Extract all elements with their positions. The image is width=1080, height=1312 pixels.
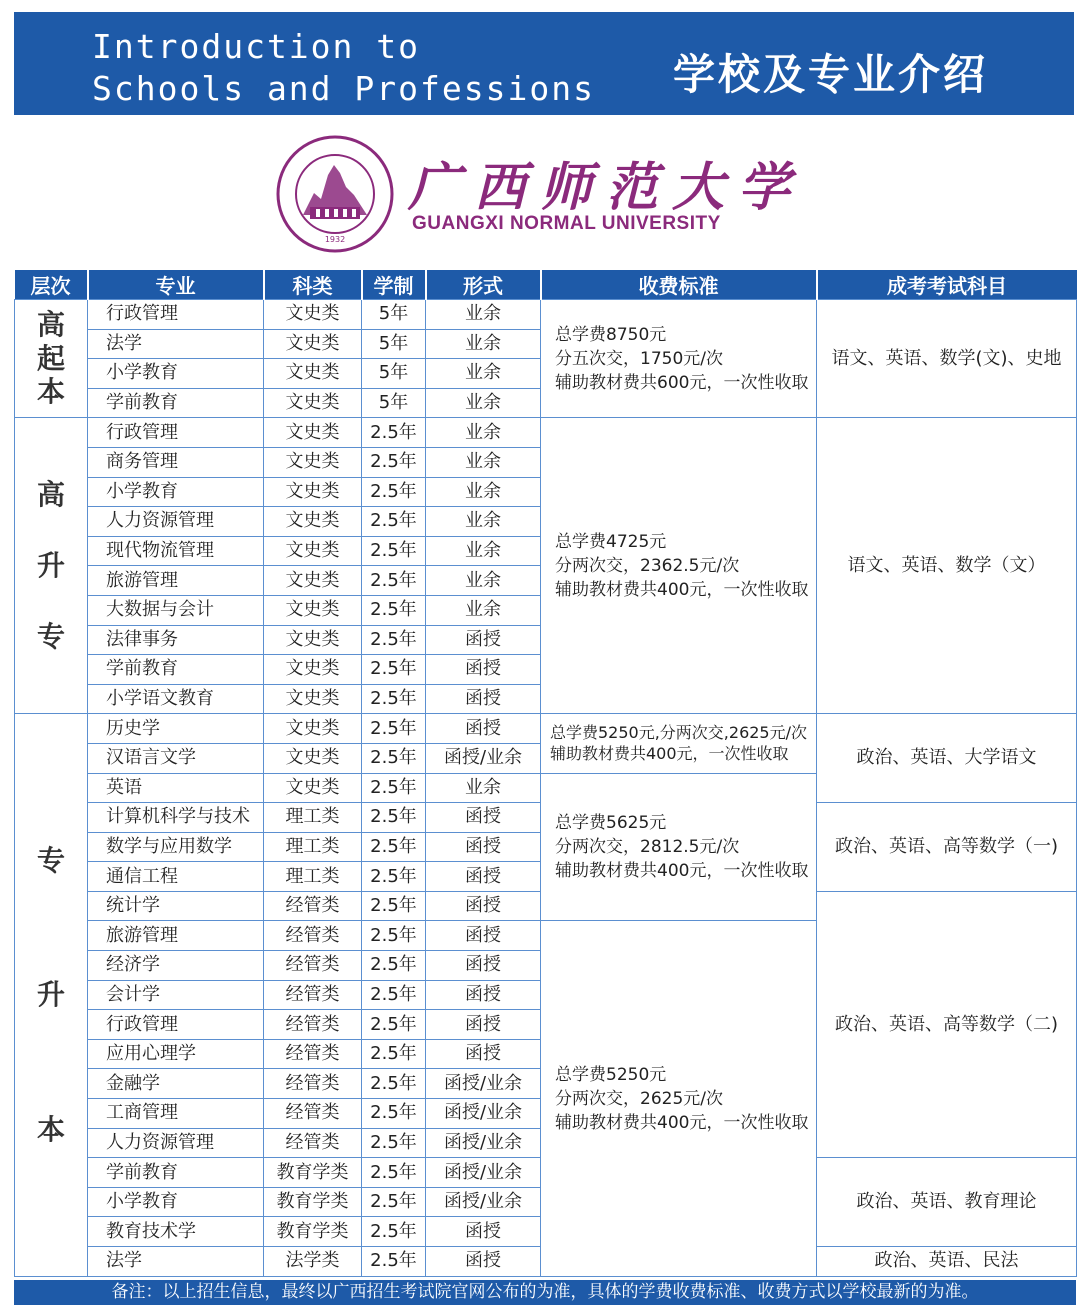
footer-note: 备注：以上招生信息，最终以广西招生考试院官网公布的为准，具体的学费收费标准、收费方式以学校最新的为准。 (14, 1280, 1076, 1305)
fee-line: 分两次交，2625元/次 (555, 1088, 723, 1109)
level-char: 高 (36, 478, 65, 512)
header-exam: 成考考试科目 (817, 270, 1077, 300)
program-table (14, 270, 1077, 1277)
category-cell: 法学类 (264, 1247, 362, 1277)
mode-cell: 函授 (426, 1247, 541, 1277)
mode-cell: 函授 (426, 1010, 541, 1040)
fee-cell (541, 773, 817, 921)
fee-line: 总学费8750元 (555, 324, 667, 345)
level-char: 高 (36, 308, 65, 342)
category-cell: 文史类 (264, 507, 362, 537)
duration-cell: 2.5年 (362, 566, 426, 596)
category-cell: 经管类 (264, 1128, 362, 1158)
university-seal-icon (276, 135, 394, 253)
fee-line: 分两次交，2362.5元/次 (555, 555, 740, 576)
mode-cell: 业余 (426, 418, 541, 448)
category-cell: 文史类 (264, 625, 362, 655)
category-cell: 经管类 (264, 1010, 362, 1040)
mode-cell: 函授 (426, 1217, 541, 1247)
duration-cell: 2.5年 (362, 418, 426, 448)
category-cell: 理工类 (264, 832, 362, 862)
mode-cell: 函授 (426, 714, 541, 744)
mode-cell: 函授 (426, 832, 541, 862)
category-cell: 教育学类 (264, 1217, 362, 1247)
table-row (15, 714, 1077, 744)
level-cell (15, 418, 88, 714)
duration-cell: 2.5年 (362, 743, 426, 773)
category-cell: 经管类 (264, 980, 362, 1010)
category-cell: 文史类 (264, 773, 362, 803)
svg-text:1932: 1932 (324, 235, 346, 244)
mode-cell: 函授 (426, 625, 541, 655)
duration-cell: 2.5年 (362, 1247, 426, 1277)
level-char: 升 (36, 978, 65, 1012)
fee-line: 分两次交，2812.5元/次 (555, 836, 740, 857)
category-cell: 文史类 (264, 300, 362, 330)
fee-line: 分五次交，1750元/次 (555, 348, 723, 369)
major-cell: 小学教育 (88, 477, 264, 507)
banner-title-en-line1: Introduction to (92, 27, 421, 66)
level-char: 本 (36, 375, 65, 409)
major-cell: 法学 (88, 1247, 264, 1277)
duration-cell: 2.5年 (362, 1217, 426, 1247)
level-char: 升 (36, 549, 65, 583)
mode-cell: 函授/业余 (426, 1187, 541, 1217)
major-cell: 统计学 (88, 891, 264, 921)
duration-cell: 2.5年 (362, 803, 426, 833)
category-cell: 理工类 (264, 862, 362, 892)
major-cell: 教育技术学 (88, 1217, 264, 1247)
fee-line: 总学费5625元 (555, 812, 667, 833)
mode-cell: 函授 (426, 951, 541, 981)
major-cell: 旅游管理 (88, 921, 264, 951)
mode-cell: 业余 (426, 507, 541, 537)
category-cell: 文史类 (264, 388, 362, 418)
mode-cell: 业余 (426, 359, 541, 389)
category-cell: 经管类 (264, 951, 362, 981)
category-cell: 经管类 (264, 891, 362, 921)
mode-cell: 业余 (426, 773, 541, 803)
major-cell: 学前教育 (88, 388, 264, 418)
major-cell: 通信工程 (88, 862, 264, 892)
fee-line: 辅助教材费共400元，一次性收取 (555, 860, 809, 881)
major-cell: 大数据与会计 (88, 595, 264, 625)
mode-cell: 业余 (426, 566, 541, 596)
major-cell: 小学语文教育 (88, 684, 264, 714)
major-cell: 小学教育 (88, 359, 264, 389)
category-cell: 教育学类 (264, 1187, 362, 1217)
banner-title-zh: 学校及专业介绍 (672, 50, 988, 99)
category-cell: 教育学类 (264, 1158, 362, 1188)
level-char: 本 (36, 1112, 65, 1146)
level-cell (15, 714, 88, 1276)
duration-cell: 2.5年 (362, 1158, 426, 1188)
category-cell: 文史类 (264, 418, 362, 448)
major-cell: 行政管理 (88, 300, 264, 330)
level-char: 起 (36, 341, 65, 375)
banner-title-en (92, 26, 595, 110)
level-char: 专 (36, 843, 65, 877)
university-name-en: GUANGXI NORMAL UNIVERSITY (412, 213, 721, 234)
major-cell: 英语 (88, 773, 264, 803)
level-char: 专 (36, 619, 65, 653)
mode-cell: 业余 (426, 536, 541, 566)
duration-cell: 2.5年 (362, 951, 426, 981)
header-level: 层次 (15, 270, 88, 300)
table-body (15, 300, 1077, 1277)
mode-cell: 业余 (426, 329, 541, 359)
major-cell: 法律事务 (88, 625, 264, 655)
mode-cell: 函授/业余 (426, 743, 541, 773)
table-row (15, 300, 1077, 330)
duration-cell: 5年 (362, 359, 426, 389)
mode-cell: 函授 (426, 684, 541, 714)
university-name-zh: 广西师范大学 (408, 157, 805, 218)
exam-subjects-cell: 政治、英语、民法 (817, 1247, 1077, 1277)
header-fee: 收费标准 (541, 270, 817, 300)
major-cell: 行政管理 (88, 1010, 264, 1040)
category-cell: 文史类 (264, 566, 362, 596)
duration-cell: 5年 (362, 388, 426, 418)
mode-cell: 函授/业余 (426, 1158, 541, 1188)
mode-cell: 业余 (426, 595, 541, 625)
fee-cell (541, 714, 817, 773)
category-cell: 文史类 (264, 329, 362, 359)
fee-line: 辅助教材费共400元，一次性收取 (555, 1112, 809, 1133)
major-cell: 商务管理 (88, 447, 264, 477)
level-cell (15, 300, 88, 418)
duration-cell: 2.5年 (362, 1187, 426, 1217)
major-cell: 行政管理 (88, 418, 264, 448)
category-cell: 文史类 (264, 447, 362, 477)
major-cell: 汉语言文学 (88, 743, 264, 773)
duration-cell: 2.5年 (362, 1128, 426, 1158)
header-banner (14, 12, 1074, 115)
mode-cell: 函授 (426, 891, 541, 921)
table-row (15, 418, 1077, 448)
exam-subjects-cell: 语文、英语、数学（文） (817, 418, 1077, 714)
mode-cell: 业余 (426, 477, 541, 507)
major-cell: 法学 (88, 329, 264, 359)
fee-line: 辅助教材费共600元，一次性收取 (555, 372, 809, 393)
duration-cell: 2.5年 (362, 1069, 426, 1099)
major-cell: 应用心理学 (88, 1039, 264, 1069)
major-cell: 历史学 (88, 714, 264, 744)
duration-cell: 2.5年 (362, 980, 426, 1010)
duration-cell: 2.5年 (362, 536, 426, 566)
fee-line: 总学费5250元,分两次交,2625元/次 (550, 723, 808, 743)
duration-cell: 2.5年 (362, 477, 426, 507)
fee-line: 辅助教材费共400元，一次性收取 (550, 744, 789, 764)
major-cell: 数学与应用数学 (88, 832, 264, 862)
mode-cell: 函授/业余 (426, 1128, 541, 1158)
mode-cell: 函授 (426, 1039, 541, 1069)
mode-cell: 业余 (426, 447, 541, 477)
major-cell: 现代物流管理 (88, 536, 264, 566)
fee-cell (541, 418, 817, 714)
major-cell: 学前教育 (88, 1158, 264, 1188)
category-cell: 文史类 (264, 743, 362, 773)
mode-cell: 函授 (426, 862, 541, 892)
program-table-container (14, 270, 1076, 1277)
category-cell: 文史类 (264, 684, 362, 714)
category-cell: 经管类 (264, 1039, 362, 1069)
category-cell: 文史类 (264, 655, 362, 685)
duration-cell: 2.5年 (362, 773, 426, 803)
major-cell: 旅游管理 (88, 566, 264, 596)
duration-cell: 5年 (362, 329, 426, 359)
category-cell: 经管类 (264, 1099, 362, 1129)
exam-subjects-cell: 政治、英语、大学语文 (817, 714, 1077, 803)
category-cell: 文史类 (264, 359, 362, 389)
fee-line: 总学费4725元 (555, 531, 667, 552)
category-cell: 文史类 (264, 477, 362, 507)
category-cell: 文史类 (264, 536, 362, 566)
major-cell: 人力资源管理 (88, 1128, 264, 1158)
major-cell: 学前教育 (88, 655, 264, 685)
major-cell: 人力资源管理 (88, 507, 264, 537)
mode-cell: 业余 (426, 300, 541, 330)
table-header-row (15, 270, 1077, 300)
major-cell: 计算机科学与技术 (88, 803, 264, 833)
major-cell: 会计学 (88, 980, 264, 1010)
duration-cell: 2.5年 (362, 714, 426, 744)
mode-cell: 函授 (426, 655, 541, 685)
duration-cell: 2.5年 (362, 684, 426, 714)
duration-cell: 2.5年 (362, 1099, 426, 1129)
exam-subjects-cell: 语文、英语、数学(文)、史地 (817, 300, 1077, 418)
category-cell: 文史类 (264, 595, 362, 625)
category-cell: 经管类 (264, 1069, 362, 1099)
header-duration: 学制 (362, 270, 426, 300)
fee-cell (541, 300, 817, 418)
duration-cell: 2.5年 (362, 447, 426, 477)
exam-subjects-cell: 政治、英语、高等数学（二) (817, 891, 1077, 1157)
fee-line: 总学费5250元 (555, 1064, 667, 1085)
duration-cell: 2.5年 (362, 1039, 426, 1069)
major-cell: 工商管理 (88, 1099, 264, 1129)
exam-subjects-cell: 政治、英语、教育理论 (817, 1158, 1077, 1247)
duration-cell: 2.5年 (362, 595, 426, 625)
duration-cell: 2.5年 (362, 655, 426, 685)
major-cell: 小学教育 (88, 1187, 264, 1217)
category-cell: 经管类 (264, 921, 362, 951)
category-cell: 理工类 (264, 803, 362, 833)
header-major: 专业 (88, 270, 264, 300)
exam-subjects-cell: 政治、英语、高等数学（一) (817, 803, 1077, 892)
header-mode: 形式 (426, 270, 541, 300)
duration-cell: 2.5年 (362, 862, 426, 892)
mode-cell: 函授 (426, 803, 541, 833)
mode-cell: 函授 (426, 921, 541, 951)
header-category: 科类 (264, 270, 362, 300)
mode-cell: 函授 (426, 980, 541, 1010)
category-cell: 文史类 (264, 714, 362, 744)
duration-cell: 2.5年 (362, 507, 426, 537)
university-logo (276, 135, 805, 253)
banner-title-en-line2: Schools and Professions (92, 69, 595, 108)
fee-cell (541, 921, 817, 1276)
duration-cell: 2.5年 (362, 832, 426, 862)
duration-cell: 2.5年 (362, 891, 426, 921)
duration-cell: 2.5年 (362, 625, 426, 655)
mode-cell: 业余 (426, 388, 541, 418)
duration-cell: 2.5年 (362, 1010, 426, 1040)
duration-cell: 2.5年 (362, 921, 426, 951)
duration-cell: 5年 (362, 300, 426, 330)
fee-line: 辅助教材费共400元，一次性收取 (555, 579, 809, 600)
major-cell: 金融学 (88, 1069, 264, 1099)
mode-cell: 函授/业余 (426, 1099, 541, 1129)
major-cell: 经济学 (88, 951, 264, 981)
mode-cell: 函授/业余 (426, 1069, 541, 1099)
